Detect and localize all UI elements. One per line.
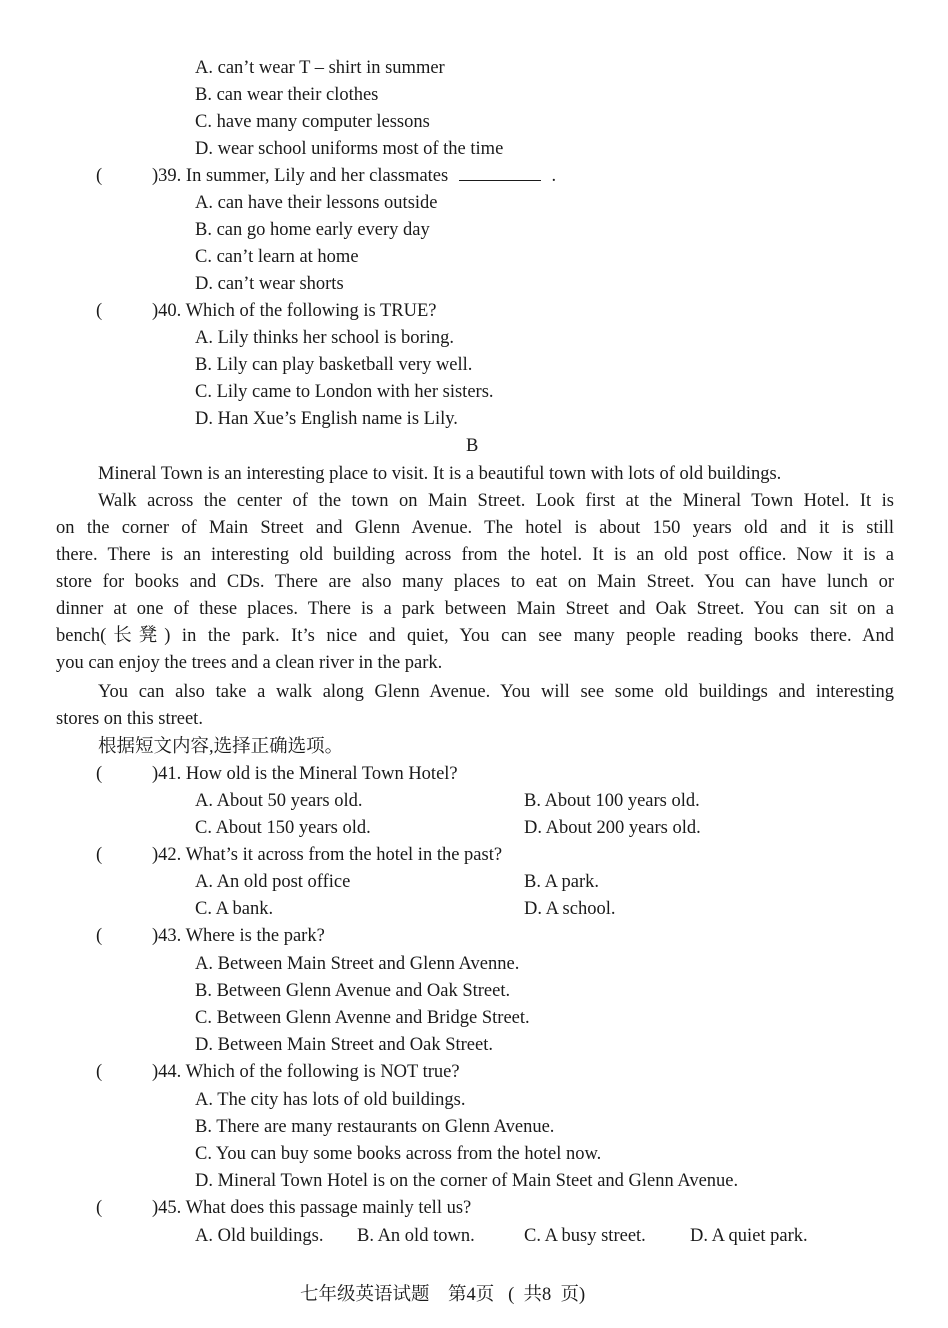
- q39-question: [152, 165, 556, 187]
- q42-option-b: B. A park.: [524, 872, 600, 892]
- q43-option-d: D. Between Main Street and Oak Street.: [195, 1035, 493, 1055]
- q41-number: )41.: [152, 764, 182, 784]
- q43-option-c: C. Between Glenn Avenne and Bridge Street.: [195, 1008, 530, 1028]
- q39-option-d: D. can’t wear shorts: [195, 274, 344, 294]
- q45-stem: What does this passage mainly tell us?: [185, 1198, 472, 1218]
- q38-option-a: A. can’t wear T – shirt in summer: [195, 58, 445, 78]
- q44-option-c: C. You can buy some books across from the hotel now.: [195, 1144, 602, 1164]
- q45-number: )45.: [152, 1198, 182, 1218]
- q40-answer-paren[interactable]: (: [96, 301, 103, 321]
- section-b-heading: B: [466, 436, 479, 456]
- q43-question: [152, 925, 325, 947]
- passage-p2-line-5: dinner at one of these places. There is a park between Main Street and Oak Street. You can sit on a: [56, 599, 894, 619]
- q43-stem: Where is the park?: [185, 926, 325, 946]
- q45-option-d: D. A quiet park.: [690, 1226, 808, 1246]
- q42-option-c: C. A bank.: [195, 899, 274, 919]
- q41-option-d: D. About 200 years old.: [524, 818, 701, 838]
- q40-stem: Which of the following is TRUE?: [185, 301, 437, 321]
- q39-end: .: [551, 166, 557, 186]
- q43-option-b: B. Between Glenn Avenue and Oak Street.: [195, 981, 511, 1001]
- q42-answer-paren[interactable]: (: [96, 845, 103, 865]
- q44-option-a: A. The city has lots of old buildings.: [195, 1090, 466, 1110]
- q41-answer-paren[interactable]: (: [96, 764, 103, 784]
- q43-number: )43.: [152, 926, 182, 946]
- q41-stem: How old is the Mineral Town Hotel?: [185, 764, 458, 784]
- q38-option-c: C. have many computer lessons: [195, 112, 430, 132]
- q40-option-d: D. Han Xue’s English name is Lily.: [195, 409, 458, 429]
- q40-option-b: B. Lily can play basketball very well.: [195, 355, 473, 375]
- q44-answer-paren[interactable]: (: [96, 1062, 103, 1082]
- q42-stem: What’s it across from the hotel in the past?: [185, 845, 503, 865]
- q40-option-a: A. Lily thinks her school is boring.: [195, 328, 454, 348]
- q44-option-b: B. There are many restaurants on Glenn Avenue.: [195, 1117, 555, 1137]
- q42-option-a: A. An old post office: [195, 872, 351, 892]
- q45-option-a: A. Old buildings.: [195, 1226, 324, 1246]
- q39-option-a: A. can have their lessons outside: [195, 193, 438, 213]
- passage-p3-line-2: stores on this street.: [56, 709, 203, 729]
- q45-question: [152, 1197, 471, 1219]
- q40-number: )40.: [152, 301, 182, 321]
- q44-question: [152, 1061, 460, 1083]
- q39-stem: In summer, Lily and her classmates: [185, 166, 449, 186]
- passage-p2-line-3: there. There is an interesting old building across from the hotel. It is an old post office. Now it is a: [56, 545, 894, 565]
- q40-question: [152, 300, 437, 322]
- q41-option-b: B. About 100 years old.: [524, 791, 700, 811]
- passage-p2-line-4: store for books and CDs. There are also many places to eat on Main Street. You can have lunch or: [56, 572, 894, 592]
- q39-number: )39.: [152, 166, 182, 186]
- q44-option-d: D. Mineral Town Hotel is on the corner of Main Steet and Glenn Avenue.: [195, 1171, 739, 1191]
- q42-number: )42.: [152, 845, 182, 865]
- q39-blank[interactable]: [459, 166, 541, 181]
- passage-p2-line-6: bench(长凳) in the park. It’s nice and quiet, You can see many people reading books there. And: [56, 626, 894, 646]
- q39-answer-paren[interactable]: (: [96, 166, 103, 186]
- q41-option-a: A. About 50 years old.: [195, 791, 363, 811]
- q45-option-c: C. A busy street.: [524, 1226, 646, 1246]
- q42-option-d: D. A school.: [524, 899, 616, 919]
- passage-p2-line-7: you can enjoy the trees and a clean river in the park.: [56, 653, 443, 673]
- q43-option-a: A. Between Main Street and Glenn Avenne.: [195, 954, 520, 974]
- passage-p2-line-1: Walk across the center of the town on Main Street. Look first at the Mineral Town Hotel. It is: [98, 491, 894, 511]
- q39-option-c: C. can’t learn at home: [195, 247, 359, 267]
- q41-question: [152, 763, 458, 785]
- instruction-text: 根据短文内容,选择正确选项。: [98, 737, 344, 757]
- q38-option-d: D. wear school uniforms most of the time: [195, 139, 504, 159]
- passage-paragraph-1: Mineral Town is an interesting place to visit. It is a beautiful town with lots of old buildings.: [98, 464, 782, 484]
- q42-question: [152, 844, 502, 866]
- passage-p3-line-1: You can also take a walk along Glenn Avenue. You will see some old buildings and interesting: [98, 682, 894, 702]
- q43-answer-paren[interactable]: (: [96, 926, 103, 946]
- q38-option-b: B. can wear their clothes: [195, 85, 379, 105]
- q44-number: )44.: [152, 1062, 182, 1082]
- q45-answer-paren[interactable]: (: [96, 1198, 103, 1218]
- q44-stem: Which of the following is NOT true?: [185, 1062, 460, 1082]
- q40-option-c: C. Lily came to London with her sisters.: [195, 382, 494, 402]
- q39-option-b: B. can go home early every day: [195, 220, 430, 240]
- q41-option-c: C. About 150 years old.: [195, 818, 371, 838]
- page-footer: 七年级英语试题 第4页 ( 共8 页): [300, 1285, 586, 1305]
- passage-p2-line-2: on the corner of Main Street and Glenn Avenue. The hotel is about 150 years old and it is still: [56, 518, 894, 538]
- q45-option-b: B. An old town.: [357, 1226, 475, 1246]
